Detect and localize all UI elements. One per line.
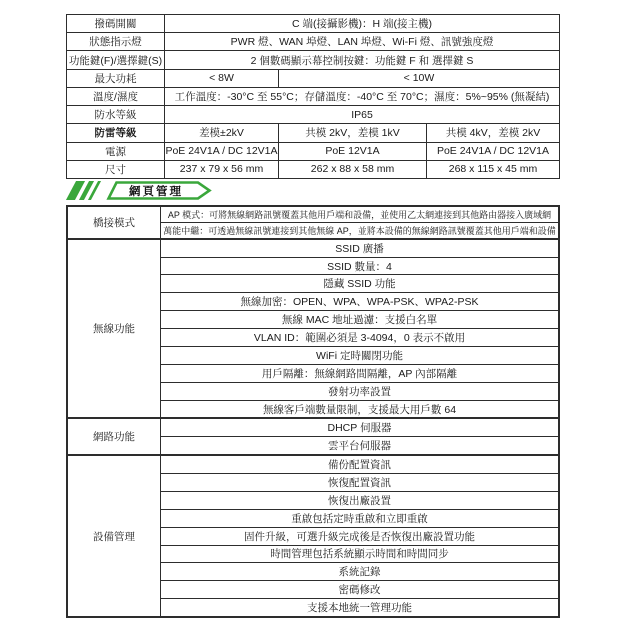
- spec-cell: PoE 12V1A: [278, 143, 426, 160]
- feature-row: 恢復配置資訊: [161, 473, 558, 491]
- feature-row: 備份配置資訊: [328, 459, 391, 472]
- feature-row: DHCP 伺服器: [327, 422, 392, 435]
- feature-row: 無線加密：OPEN、WPA、WPA-PSK、WPA2-PSK: [161, 292, 558, 310]
- feature-row: 無線客戶端數量限制，支援最大用戶數 64: [161, 400, 558, 418]
- feature-row: 時間管理包括系統顯示時間和時間同步: [161, 545, 558, 563]
- feature-row: SSID 廣播: [335, 242, 384, 255]
- feature-row: 系統記錄: [161, 562, 558, 580]
- spec-row-label: 電源: [67, 143, 165, 160]
- spec-row-label: 最大功耗: [67, 70, 165, 87]
- spec-cell: < 8W: [209, 72, 234, 85]
- spec-cell: 237 x 79 x 56 mm: [179, 163, 264, 176]
- spec-row-label: 功能鍵(F)/選擇鍵(S): [67, 51, 165, 68]
- feature-group-rows: [161, 207, 558, 238]
- spec-row-label: 防雷等級: [67, 124, 165, 141]
- feature-row: 隱藏 SSID 功能: [161, 274, 558, 292]
- feature-group-label: 網路功能: [68, 419, 161, 454]
- feature-row: AP 模式：可將無線網路訊號覆蓋其他用戶端和設備，並使用乙太網連接到其他路由器接入廣域網: [167, 209, 552, 220]
- spec-cell: 差模±2kV: [199, 127, 244, 140]
- spec-cell: PoE 24V1A / DC 12V1A: [165, 145, 278, 158]
- spec-row: [67, 69, 559, 87]
- spec-row-label: 撥碼開關: [67, 15, 165, 32]
- feature-group: [68, 207, 558, 238]
- feature-group-label: 設備管理: [68, 456, 161, 616]
- spec-cell: C 端(接攝影機)：H 端(接主機): [292, 18, 432, 31]
- spec-cell: 268 x 115 x 45 mm: [426, 161, 559, 178]
- spec-table: [66, 14, 560, 179]
- spec-cell: 262 x 88 x 58 mm: [278, 161, 426, 178]
- spec-row-label: 狀態指示燈: [67, 33, 165, 50]
- spec-cell: 共模 2kV，差模 1kV: [278, 124, 426, 141]
- feature-row: 恢復出廠設置: [161, 491, 558, 509]
- spec-row-label: 溫度/濕度: [67, 88, 165, 105]
- spec-cell: < 10W: [278, 70, 559, 87]
- spec-row: [67, 160, 559, 178]
- spec-row-label: 防水等級: [67, 106, 165, 123]
- feature-row: WiFi 定時關閉功能: [161, 346, 558, 364]
- spec-row: [67, 142, 559, 160]
- spec-row: [67, 87, 559, 105]
- web-management-table: [66, 205, 560, 618]
- feature-group-rows: [161, 240, 558, 418]
- spec-cell: IP65: [351, 108, 373, 121]
- feature-row: 固件升級，可選升級完成後是否恢復出廠設置功能: [161, 527, 558, 545]
- spec-cell: PWR 燈、WAN 埠燈、LAN 埠燈、Wi-Fi 燈、訊號強度燈: [230, 36, 494, 49]
- section-title: 網頁管理: [129, 185, 183, 198]
- feature-row: SSID 數量：4: [161, 257, 558, 275]
- feature-row: 發射功率設置: [161, 382, 558, 400]
- feature-group-label: 無線功能: [68, 240, 161, 418]
- spec-row: [67, 50, 559, 68]
- spec-row: [67, 32, 559, 50]
- feature-group: [68, 417, 558, 454]
- spec-row: [67, 123, 559, 141]
- spec-cell: 工作溫度：-30°C 至 55°C；存儲溫度：-40°C 至 70°C；濕度：5%~95% (無凝結): [174, 90, 550, 103]
- feature-row: 密碼修改: [161, 580, 558, 598]
- feature-row: 無線 MAC 地址過濾：支援白名單: [161, 310, 558, 328]
- spec-cell: 共模 4kV，差模 2kV: [426, 124, 559, 141]
- section-banner: [106, 181, 212, 200]
- section-header: [66, 181, 212, 200]
- spec-row-label: 尺寸: [67, 161, 165, 178]
- spec-row: [67, 15, 559, 32]
- feature-group-rows: [161, 456, 558, 616]
- feature-row: 支援本地統一管理功能: [161, 598, 558, 616]
- feature-row: 用戶隔離：無線網路間隔離，AP 內部隔離: [161, 364, 558, 382]
- feature-row: VLAN ID：範圍必須是 3-4094，0 表示不啟用: [161, 328, 558, 346]
- feature-group-rows: [161, 419, 558, 454]
- spec-cell: PoE 24V1A / DC 12V1A: [426, 143, 559, 160]
- feature-row: 重啟包括定時重啟和立即重啟: [161, 509, 558, 527]
- green-stripes-icon: [66, 181, 100, 200]
- spec-row: [67, 105, 559, 123]
- feature-row: 雲平台伺服器: [161, 436, 558, 454]
- feature-group: [68, 238, 558, 418]
- feature-row: 萬能中繼：可透過無線訊號連接到其他無線 AP，並將本設備的無線網路訊號覆蓋其他用戶端和設備: [161, 222, 558, 238]
- feature-group: [68, 454, 558, 616]
- spec-cell: 2 個數碼顯示幕控制按鍵：功能鍵 F 和 選擇鍵 S: [250, 54, 474, 67]
- feature-group-label: 橋接模式: [68, 207, 161, 238]
